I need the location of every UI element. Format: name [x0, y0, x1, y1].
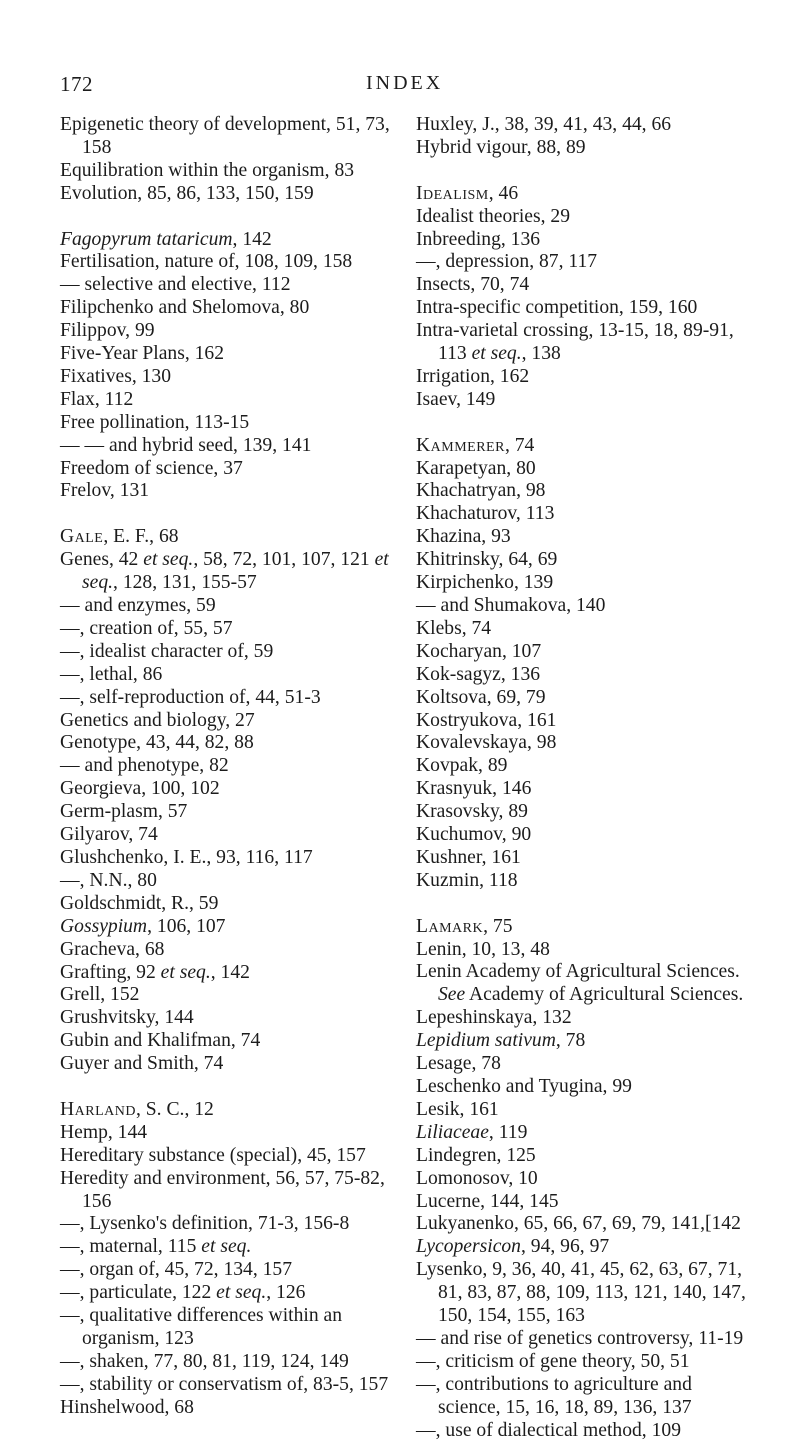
- index-entry: Fixatives, 130: [60, 365, 172, 387]
- page-number: 172: [60, 72, 93, 96]
- index-entry: —, maternal, 115 et seq.: [60, 1236, 252, 1258]
- index-entry: — selective and elective, 112: [60, 274, 291, 296]
- index-entry: —, qualitative differences within an organism, 123: [60, 1305, 343, 1349]
- index-entry: —, contributions to agriculture and science, 15, 16, 18, 89, 136, 137: [416, 1373, 692, 1418]
- index-entry: Gilyarov, 74: [60, 824, 158, 846]
- index-entry: Irrigation, 162: [416, 365, 530, 387]
- index-entry: Germ-plasm, 57: [60, 801, 188, 823]
- index-entry: Lysenko, 9, 36, 40, 41, 45, 62, 63, 67, 71, 81, 83, 87, 88, 109, 113, 121, 140, 147, 150, 154, 155, 163: [416, 1259, 746, 1327]
- index-entry: Frelov, 131: [60, 480, 150, 502]
- index-entry: Genotype, 43, 44, 82, 88: [60, 732, 254, 754]
- index-entry: Harland, S. C., 12: [60, 1098, 214, 1120]
- index-entry: —, organ of, 45, 72, 134, 157: [60, 1259, 293, 1281]
- index-entry: Genes, 42 et seq., 58, 72, 101, 107, 121 et seq., 128, 131, 155-57: [60, 549, 389, 594]
- index-entry: Kok-sagyz, 136: [416, 663, 541, 685]
- index-entry: Kammerer, 74: [416, 434, 535, 456]
- index-entry: Idealism, 46: [416, 182, 519, 204]
- index-entry: Hinshelwood, 68: [60, 1396, 194, 1418]
- index-entry: Hereditary substance (special), 45, 157: [60, 1144, 366, 1166]
- index-entry: —, shaken, 77, 80, 81, 119, 124, 149: [60, 1350, 349, 1372]
- index-entry: Idealist theories, 29: [416, 205, 570, 227]
- index-entry: Krasnyuk, 146: [416, 778, 532, 800]
- index-entry: Gossypium, 106, 107: [60, 915, 226, 937]
- index-entry: —, idealist character of, 59: [60, 640, 274, 662]
- index-entry: Kostryukova, 161: [416, 709, 557, 731]
- index-entry: — and enzymes, 59: [60, 595, 216, 616]
- index-entry: Intra-specific competition, 159, 160: [416, 297, 698, 319]
- index-entry: Krasovsky, 89: [416, 801, 528, 823]
- index-entry: —, depression, 87, 117: [416, 251, 598, 273]
- index-entry: —, criticism of gene theory, 50, 51: [416, 1350, 690, 1372]
- index-entry: Lomonosov, 10: [416, 1167, 538, 1189]
- index-entry: Genetics and biology, 27: [60, 709, 255, 731]
- index-entry: Gubin and Khalifman, 74: [60, 1030, 261, 1052]
- index-entry: Lamark, 75: [416, 915, 513, 937]
- index-entry: Glushchenko, I. E., 93, 116, 117: [60, 846, 313, 868]
- index-entry: Grafting, 92 et seq., 142: [60, 961, 250, 983]
- index-entry: Klebs, 74: [416, 617, 492, 639]
- index-entry: Gale, E. F., 68: [60, 526, 179, 548]
- running-head: INDEX: [366, 72, 444, 94]
- index-entry: Kovpak, 89: [416, 755, 508, 777]
- index-entry: Goldschmidt, R., 59: [60, 892, 219, 914]
- index-entry: Five-Year Plans, 162: [60, 343, 225, 365]
- index-entry: —, self-reproduction of, 44, 51-3: [60, 686, 321, 708]
- index-entry: Koltsova, 69, 79: [416, 686, 546, 708]
- index-entry: —, stability or conservatism of, 83-5, 157: [60, 1373, 389, 1395]
- index-entry: Lindegren, 125: [416, 1144, 536, 1166]
- index-entry: Filipchenko and Shelomova, 80: [60, 297, 310, 319]
- index-entry: Fagopyrum tataricum, 142: [60, 228, 272, 250]
- index-entry: Khitrinsky, 64, 69: [416, 549, 558, 571]
- index-entry: Hybrid vigour, 88, 89: [416, 136, 586, 158]
- index-entry: Khazina, 93: [416, 526, 511, 548]
- index-entry: Leschenko and Tyugina, 99: [416, 1076, 632, 1098]
- index-entry: — and Shumakova, 140: [416, 595, 606, 616]
- index-entry: Khachatryan, 98: [416, 480, 546, 502]
- index-entry: Lenin, 10, 13, 48: [416, 938, 550, 960]
- index-entry: Freedom of science, 37: [60, 457, 243, 479]
- index-entry: —, creation of, 55, 57: [60, 617, 233, 639]
- index-entry: Fertilisation, nature of, 108, 109, 158: [60, 251, 353, 273]
- index-entry: Karapetyan, 80: [416, 457, 536, 479]
- index-entry: Kocharyan, 107: [416, 640, 542, 662]
- index-entry: Lucerne, 144, 145: [416, 1190, 559, 1212]
- index-entry: Lukyanenko, 65, 66, 67, 69, 79, 141,[142: [416, 1213, 741, 1235]
- index-entry: Lycopersicon, 94, 96, 97: [416, 1236, 610, 1258]
- index-entry: Georgieva, 100, 102: [60, 778, 220, 800]
- index-entry: Grell, 152: [60, 984, 140, 1006]
- index-entry: Liliaceae, 119: [416, 1121, 528, 1143]
- index-entry: Equilibration within the organism, 83: [60, 159, 355, 181]
- index-entry: Heredity and environment, 56, 57, 75-82, 156: [60, 1167, 385, 1212]
- index-entry: —, Lysenko's definition, 71-3, 156-8: [60, 1213, 350, 1235]
- index-entry: Lepeshinskaya, 132: [416, 1007, 572, 1029]
- index-entry: — — and hybrid seed, 139, 141: [60, 434, 312, 456]
- index-entry: Intra-varietal crossing, 13-15, 18, 89-91, 113 et seq., 138: [416, 320, 734, 365]
- index-entry: Huxley, J., 38, 39, 41, 43, 44, 66: [416, 114, 672, 135]
- index-entry: Epigenetic theory of development, 51, 73, 158: [60, 114, 390, 158]
- index-entry: Lesik, 161: [416, 1098, 499, 1120]
- index-entry: Kirpichenko, 139: [416, 572, 554, 594]
- index-entry: Khachaturov, 113: [416, 503, 555, 525]
- index-entry: Lesage, 78: [416, 1053, 501, 1075]
- index-entry: Flax, 112: [60, 388, 134, 410]
- index-entry: Gracheva, 68: [60, 938, 165, 960]
- index-entry: — and rise of genetics controversy, 11-19: [416, 1327, 744, 1349]
- index-column-left: [60, 114, 398, 1420]
- index-entry: Kuzmin, 118: [416, 869, 518, 891]
- index-entry: Free pollination, 113-15: [60, 411, 250, 433]
- index-entry: Lepidium sativum, 78: [416, 1030, 586, 1052]
- index-entry: —, lethal, 86: [60, 663, 163, 685]
- index-entry: —, N.N., 80: [60, 869, 157, 891]
- index-entry: Insects, 70, 74: [416, 274, 530, 296]
- index-column-right: [416, 114, 756, 1443]
- index-entry: —, particulate, 122 et seq., 126: [60, 1282, 306, 1304]
- index-entry: Evolution, 85, 86, 133, 150, 159: [60, 182, 314, 204]
- index-entry: Grushvitsky, 144: [60, 1007, 194, 1029]
- index-entry: Isaev, 149: [416, 388, 496, 410]
- index-entry: Guyer and Smith, 74: [60, 1053, 224, 1075]
- index-entry: Hemp, 144: [60, 1121, 148, 1143]
- index-entry: Filippov, 99: [60, 320, 155, 342]
- index-entry: Kovalevskaya, 98: [416, 732, 557, 754]
- index-entry: Kuchumov, 90: [416, 824, 532, 846]
- index-entry: Lenin Academy of Agricultural Sciences. See Academy of Agricultural Sciences.: [416, 961, 744, 1006]
- index-entry: Kushner, 161: [416, 846, 521, 868]
- index-entry: Inbreeding, 136: [416, 228, 541, 250]
- index-entry: —, use of dialectical method, 109: [416, 1419, 681, 1441]
- index-entry: — and phenotype, 82: [60, 755, 229, 777]
